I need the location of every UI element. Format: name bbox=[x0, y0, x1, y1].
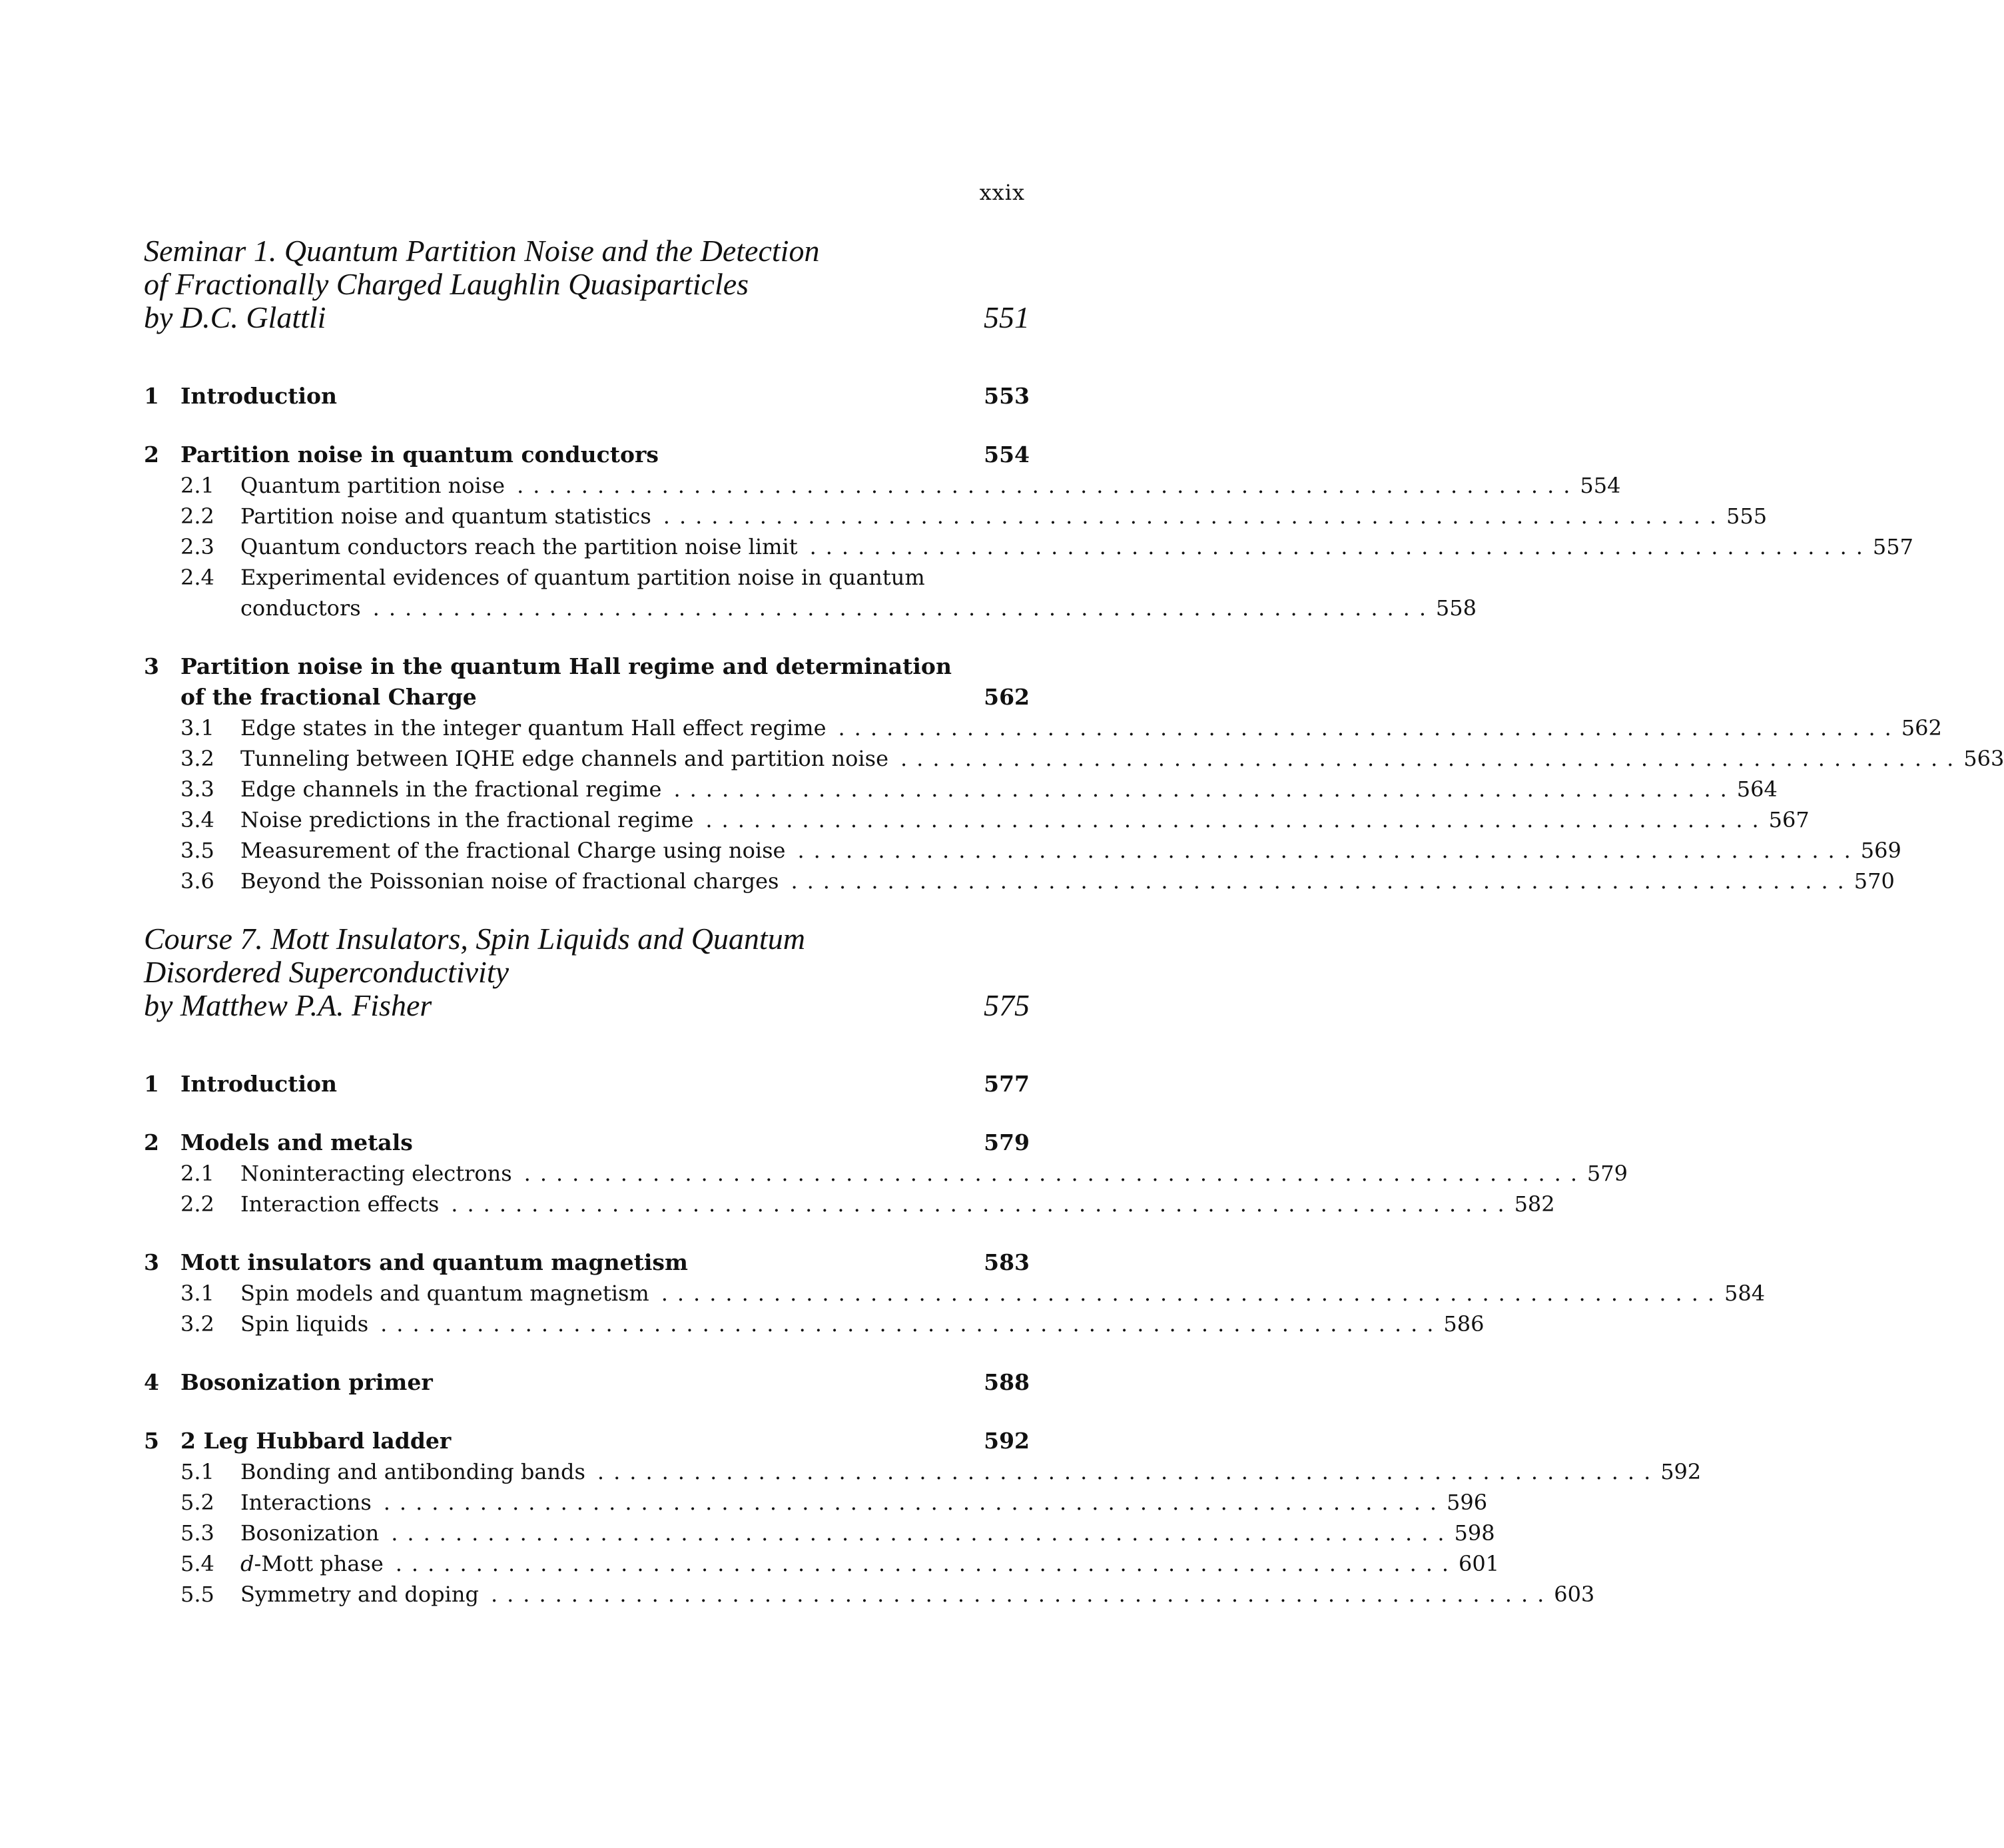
subsection-page: 584 bbox=[1724, 1281, 1766, 1306]
section-title: Introduction bbox=[180, 383, 338, 409]
toc-section[interactable] bbox=[144, 1069, 1030, 1099]
section-title bbox=[180, 651, 983, 713]
course-heading-author: by Matthew P.A. Fisher bbox=[144, 988, 432, 1022]
seminar-start-page: 551 bbox=[984, 300, 1030, 334]
toc-subsection[interactable] bbox=[180, 1309, 1485, 1339]
section-number: 3 bbox=[144, 653, 159, 679]
toc-subsection[interactable] bbox=[180, 1518, 1495, 1548]
subsection-page: 601 bbox=[1459, 1551, 1500, 1576]
toc-subsection[interactable] bbox=[180, 1189, 1555, 1219]
toc-subsection[interactable] bbox=[180, 562, 1030, 593]
toc-subsection[interactable] bbox=[180, 501, 1768, 531]
toc-subsection[interactable] bbox=[180, 1278, 1766, 1309]
subsection-page: 603 bbox=[1554, 1582, 1595, 1607]
subsection-title: Quantum conductors reach the partition noise limit bbox=[240, 534, 798, 559]
subsection-number: 2.3 bbox=[180, 534, 214, 559]
subsection-page: 569 bbox=[1860, 838, 1901, 863]
subsection-number: 3.1 bbox=[180, 715, 214, 741]
subsection-page: 582 bbox=[1514, 1191, 1555, 1217]
section-title: Bosonization primer bbox=[180, 1369, 433, 1395]
toc-subsection[interactable] bbox=[180, 804, 1810, 835]
leader-dots: .................................................................. bbox=[809, 534, 1872, 559]
subsection-page: 564 bbox=[1736, 776, 1778, 802]
course-heading-line: Course 7. Mott Insulators, Spin Liquids and Quantum bbox=[144, 922, 805, 956]
subsection-title: Bonding and antibonding bands bbox=[240, 1459, 585, 1484]
section-number: 5 bbox=[144, 1428, 159, 1454]
subsection-title: Measurement of the fractional Charge using noise bbox=[240, 838, 786, 863]
toc-subsection[interactable] bbox=[180, 743, 2004, 774]
section-title-line: Partition noise in the quantum Hall regime and determination bbox=[180, 653, 952, 679]
leader-dots: .................................................................. bbox=[523, 1161, 1586, 1186]
toc-section[interactable] bbox=[144, 1426, 1030, 1456]
subsection-title: Interactions bbox=[240, 1490, 372, 1515]
section-title: Partition noise in quantum conductors bbox=[180, 442, 659, 467]
subsection-title: Tunneling between IQHE edge channels and partition noise bbox=[240, 746, 888, 771]
subsection-page: 586 bbox=[1443, 1311, 1485, 1337]
subsection-title: Symmetry and doping bbox=[240, 1582, 479, 1607]
subsection-number: 3.5 bbox=[180, 838, 214, 863]
toc-subsection[interactable] bbox=[180, 1487, 1488, 1518]
subsection-page: 562 bbox=[1901, 715, 1942, 741]
subsection-number: 2.1 bbox=[180, 1161, 214, 1186]
seminar-block bbox=[144, 234, 2004, 896]
subsection-number: 2.4 bbox=[180, 565, 214, 590]
subsection-page: 563 bbox=[1963, 746, 2004, 771]
subsection-title: Spin models and quantum magnetism bbox=[240, 1281, 649, 1306]
subsection-number: 2.2 bbox=[180, 1191, 214, 1217]
subsection-title: Noninteracting electrons bbox=[240, 1161, 512, 1186]
section-title: Introduction bbox=[180, 1071, 338, 1097]
subsection-title: Spin liquids bbox=[240, 1311, 369, 1337]
toc-subsection[interactable] bbox=[180, 866, 1895, 896]
leader-dots: .................................................................. bbox=[661, 1281, 1724, 1306]
subsection-number: 3.1 bbox=[180, 1281, 214, 1306]
subsection-title: d-Mott phase bbox=[240, 1551, 384, 1576]
subsection-title: Beyond the Poissonian noise of fractional charges bbox=[240, 868, 779, 894]
subsection-title: Interaction effects bbox=[240, 1191, 440, 1217]
section-title: Mott insulators and quantum magnetism bbox=[180, 1249, 688, 1275]
subsection-page: 596 bbox=[1447, 1490, 1488, 1515]
section-title: 2 Leg Hubbard ladder bbox=[180, 1428, 452, 1454]
subsection-title: Edge channels in the fractional regime bbox=[240, 776, 662, 802]
subsection-number: 3.6 bbox=[180, 868, 214, 894]
subsection-number: 2.1 bbox=[180, 473, 214, 498]
section-page: 579 bbox=[984, 1129, 1030, 1155]
subsection-title: Experimental evidences of quantum partition noise in quantum bbox=[240, 565, 925, 590]
leader-dots: .................................................................. bbox=[451, 1191, 1514, 1217]
toc-section[interactable] bbox=[144, 440, 1030, 470]
seminar-heading-line: Seminar 1. Quantum Partition Noise and the Detection bbox=[144, 234, 820, 268]
leader-dots: .................................................................. bbox=[395, 1551, 1459, 1576]
section-title-line: of the fractional Charge bbox=[180, 684, 477, 710]
toc-subsection[interactable] bbox=[180, 1158, 1628, 1189]
leader-dots: .................................................................. bbox=[705, 807, 1768, 832]
leader-dots: .................................................................. bbox=[791, 868, 1853, 894]
subsection-number: 3.4 bbox=[180, 807, 214, 832]
toc-subsection[interactable] bbox=[180, 470, 1621, 501]
section-page: 588 bbox=[984, 1369, 1030, 1395]
toc-section[interactable] bbox=[144, 381, 1030, 412]
subsection-title: Edge states in the integer quantum Hall effect regime bbox=[240, 715, 827, 741]
toc-subsection[interactable] bbox=[180, 1579, 1595, 1610]
subsection-page: 558 bbox=[1435, 595, 1477, 621]
section-title: Models and metals bbox=[180, 1129, 413, 1155]
subsection-page: 557 bbox=[1872, 534, 1913, 559]
toc-subsection[interactable] bbox=[180, 835, 1901, 866]
subsection-number: 2.2 bbox=[180, 503, 214, 529]
leader-dots: .................................................................. bbox=[517, 473, 1580, 498]
page-number: xxix bbox=[979, 180, 1025, 205]
toc-subsection[interactable] bbox=[180, 1548, 1500, 1579]
section-page: 583 bbox=[984, 1249, 1030, 1275]
section-page: 553 bbox=[984, 383, 1030, 409]
leader-dots: .................................................................. bbox=[380, 1311, 1443, 1337]
subsection-number: 3.2 bbox=[180, 1311, 214, 1337]
leader-dots: .................................................................. bbox=[663, 503, 1726, 529]
toc-section[interactable] bbox=[144, 1367, 1030, 1398]
subsection-page: 592 bbox=[1660, 1459, 1702, 1484]
subsection-title: Noise predictions in the fractional regime bbox=[240, 807, 694, 832]
section-number: 1 bbox=[144, 383, 159, 409]
seminar-heading-line: of Fractionally Charged Laughlin Quasiparticles bbox=[144, 267, 749, 301]
section-number: 4 bbox=[144, 1369, 159, 1395]
leader-dots: .................................................................. bbox=[797, 838, 1860, 863]
toc-subsection[interactable] bbox=[180, 531, 1913, 562]
toc-section[interactable] bbox=[144, 1127, 1030, 1158]
leader-dots: .................................................................. bbox=[490, 1582, 1554, 1607]
subsection-page: 579 bbox=[1586, 1161, 1628, 1186]
leader-dots: .................................................................. bbox=[383, 1490, 1447, 1515]
toc-section[interactable] bbox=[144, 651, 1030, 713]
leader-dots: .................................................................. bbox=[597, 1459, 1660, 1484]
seminar-heading bbox=[144, 234, 1030, 334]
subsection-number: 5.5 bbox=[180, 1582, 214, 1607]
course-start-page: 575 bbox=[984, 988, 1030, 1022]
section-number: 2 bbox=[144, 442, 159, 467]
section-page: 592 bbox=[984, 1428, 1030, 1454]
subsection-number: 5.1 bbox=[180, 1459, 214, 1484]
subsection-number: 3.2 bbox=[180, 746, 214, 771]
section-page: 562 bbox=[984, 684, 1030, 710]
subsection-number: 5.3 bbox=[180, 1520, 214, 1546]
course-block bbox=[144, 922, 1766, 1610]
section-page: 577 bbox=[984, 1071, 1030, 1097]
section-number: 2 bbox=[144, 1129, 159, 1155]
seminar-heading-author: by D.C. Glattli bbox=[144, 300, 326, 334]
subsection-title-continued: conductors bbox=[240, 595, 361, 621]
leader-dots: .................................................................. bbox=[673, 776, 1736, 802]
subsection-page: 554 bbox=[1580, 473, 1621, 498]
toc-subsection[interactable] bbox=[180, 1456, 1702, 1487]
leader-dots: .................................................................. bbox=[391, 1520, 1454, 1546]
subsection-number: 5.4 bbox=[180, 1551, 214, 1576]
subsection-page: 598 bbox=[1454, 1520, 1495, 1546]
section-page: 554 bbox=[984, 442, 1030, 467]
course-heading bbox=[144, 922, 1030, 1022]
subsection-page: 570 bbox=[1853, 868, 1895, 894]
course-heading-line: Disordered Superconductivity bbox=[144, 955, 509, 989]
leader-dots: .................................................................. bbox=[838, 715, 1901, 741]
toc-subsection-continued[interactable] bbox=[240, 593, 1477, 623]
section-number: 3 bbox=[144, 1249, 159, 1275]
toc-subsection[interactable] bbox=[180, 713, 1942, 743]
subsection-title: Quantum partition noise bbox=[240, 473, 505, 498]
leader-dots: .................................................................. bbox=[372, 595, 1435, 621]
subsection-title: Partition noise and quantum statistics bbox=[240, 503, 651, 529]
leader-dots: .................................................................. bbox=[900, 746, 1963, 771]
subsection-number: 5.2 bbox=[180, 1490, 214, 1515]
subsection-page: 567 bbox=[1768, 807, 1810, 832]
subsection-title: Bosonization bbox=[240, 1520, 380, 1546]
subsection-number: 3.3 bbox=[180, 776, 214, 802]
toc-subsection[interactable] bbox=[180, 774, 1778, 804]
section-number: 1 bbox=[144, 1071, 159, 1097]
toc-section[interactable] bbox=[144, 1247, 1030, 1278]
subsection-page: 555 bbox=[1726, 503, 1768, 529]
